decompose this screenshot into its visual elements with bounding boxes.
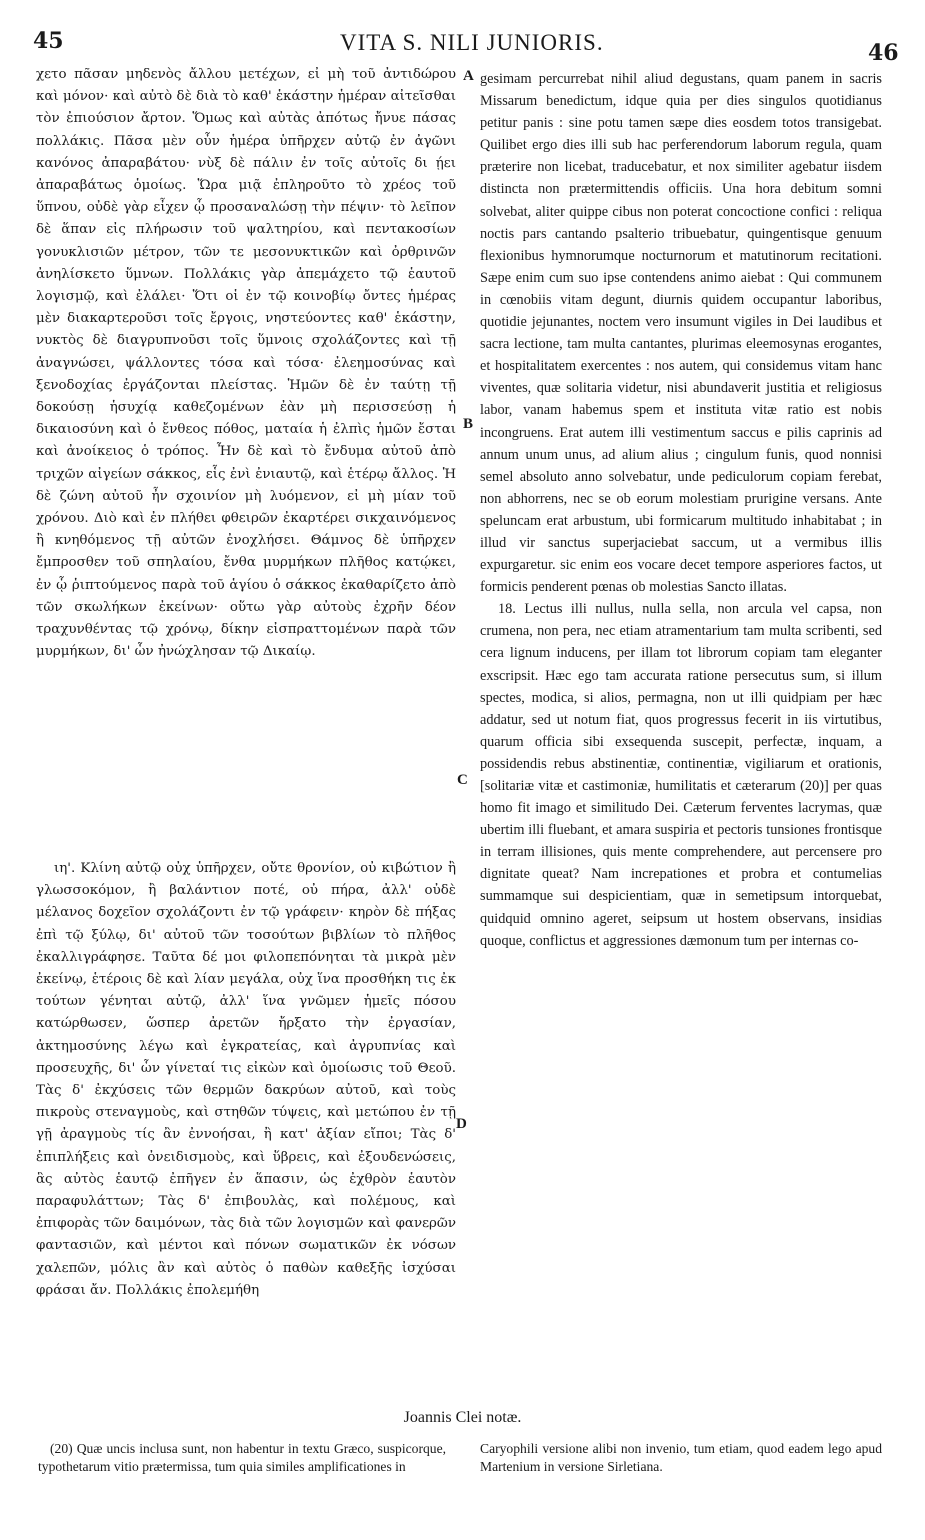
greek-paragraph-1: χετο πᾶσαν μηδενὸς ἄλλου μετέχων, εἰ μὴ τοῦ ἀντιδώρου καὶ μόνον· καὶ αὐτὸ δὲ διὰ τὸ καθ' ἑκάστην ἡμέραν αἰτεῖσθαι τὸν ἐπιούσιον ἄρτον. Ὅμως καὶ αὐτὰς ἀπότως ἤνυε πάσας πολλάκις. Πᾶσα μὲν οὖν ἡμέρα ὑπῆρχεν αὐτῷ ἐν ἀγῶνι κανόνος ἀπαραβάτου· νὺξ δὲ πάλιν ἐν τοῖς αὐτοῖς δι ῄει ἀπαραβάτως ὁμοίως. Ὥρα μιᾷ ἐπληροῦτο τὸ χρέος τοῦ ὕπνου, οὐδὲ γὰρ εἶχεν ᾧ προσαναλώσῃ τὴν πέψιν· τὸ λεῖπον δὲ ἅπαν εἰς πλήρωσιν τοῦ ψαλτηρίου, καὶ πεντακοσίων γονυκλισιῶν μέτρον, τῶν τε μεσονυκτικῶν καὶ ὀρθρινῶν ἀνηλίσκετο ὕμνων. Πολλάκις γὰρ ἀπεμάχετο τῷ ἑαυτοῦ λογισμῷ, καὶ ἐλάλει· Ὅτι οἱ ἐν τῷ κοινοβίῳ ὄντες ἡμέρας μὲν διακαρτεροῦσι τοῖς ἔργοις, νηστεύοντες καθ' ἑκάστην, νυκτὸς δὲ διαγρυπνοῦσι τοῖς ὕμνοις σχολάζοντες καὶ τῇ ἀναγνώσει, ψάλλοντες τόσα καὶ τόσα· ἐλεημοσύνας καὶ ξενοδοχίας ἐργάζονται πλείστας. Ἡμῶν δὲ ἐν ταύτῃ τῇ δοκούσῃ ἡσυχίᾳ καθεζομένων ἐὰν μὴ περισσεύσῃ ἡ δικαιοσύνη καὶ ὁ ἔνθεος πόθος, ματαία ἡ ἐλπὶς ἡμῶν ἔσται καὶ ἀνοίκειος ὁ τρόπος. Ἦν δὲ καὶ τὸ ἔνδυμα αὐτοῦ ἀπὸ τριχῶν αἰγείων σάκκος, εἷς ἐνὶ ἐνιαυτῷ, καὶ ἑτέρῳ ἄλλος. Ἡ δὲ ζώνη αὐτοῦ ἦν σχοινίον μὴ λυόμενον, εἰ μὴ μίαν τοῦ χρόνου. Διὸ καὶ ἐν πλήθει φθειρῶν ἐκαρτέρει σικχαινόμενος ἢ κνηθόμενος τῇ αὐτῶν ἐνοχλήσει. Θάμνος δὲ ὑπῆρχεν ἔμπροσθεν τοῦ σπηλαίου, ἔνθα μυρμήκων πλῆθος κατῴκει, ἐν ᾧ ῥιπτούμενος παρὰ τοῦ ἁγίου ὁ σάκκος ἐκαθαρίζετο ἀπὸ τῶν σκωλήκων ἐκείνων· οὕτω γὰρ αὐτοὺς ἐχρῆν δέον τραχυνθέντας τῷ χρόνῳ, δίκην εἰσπραττομένων παρὰ τῶν μυρμήκων, δι' ὧν ἠνώχλησαν τῷ Δικαίῳ. [36,67,456,660]
margin-marker-a: A [463,68,474,84]
latin-paragraph-2: 18. Lectus illi nullus, nulla sella, non arcula vel capsa, non crumena, non pera, nec etiam atramentarium tam multa scribenti, sed cera lignum inducens, per illam tot librorum copiam tam eleganter exscripsit. Hæc ego tam accurata ratione persecutus sum, si illum spectes, modica, si alios, permagna, non ut illi quidpiam per hæc addatur, sed ut notum fiat, quos progressus fecerit in iis virtutibus, quarum officia sibi exsequenda suscepit, perfectæ, inquam, a possidendis rebus abstinentiæ, continentiæ, vigiliarum et orationis, [solitariæ vitæ et castimoniæ, humilitatis et cæterarum (20)] per quas homo fit imago et similitudo Dei. Cæterum ferventes lacrymas, quæ ubertim illi fluebant, et amara suspiria et pectoris tunsiones frontisque in terram illisiones, quis mente comprehendere, aut percensere pro dignitate queat? Nam increpationes et probra et contumelias summamque sui despicientiam, quæ in semetipsum intorquebat, quidquid omnino ageret, seipsum ut hostem observans, insidias quoque, conflictus et aggressiones dæmonum tum per internas co- [480,601,882,949]
footnote-right: Caryophili versione alibi non invenio, tum etiam, quod eadem lego apud Martenium in versione Sirletiana. [480,1441,882,1474]
page-number-right: 46 [868,40,899,66]
latin-paragraph-1: gesimam percurrebat nihil aliud degustans, quam panem in sacris Missarum benedictum, idque quia per dies singulos quotidianus petitur panis : sine potu tamen sæpe dies eosdem totos transigebat. Quilibet ergo dies illi sub hac perferendorum laborum regula, quam præterire non licebat, traducebatur, et nox similiter agebatur iisdem distincta non prætermittendis officiis. Una hora debitum somni solvebat, aliter quippe cibus non poterat concoctione confici : reliqua noctis pars cantando psalterio tribuebatur, quingentisque genuum flexionibus hymnorumque nocturnorum et matutinorum recitationi. Sæpe enim cum suo ipse contendens animo aiebat : Qui communem in cœnobiis vitam degunt, diurnis quidem occupantur laboribus, quotidie jejunantes, noctem vero insumunt vigiles in Dei laudibus et sacra lectione, tam multa cantantes, plurimas eleemosynas erogantes, et hospitalitatem exercentes : nos autem, qui considemus vitam hanc viventes, quæ solitaria videtur, nisi abundaverit justitia et religiosus labor, vanam habemus spem et instituta vitæ ratio est nobis incongruens. Erat autem illi vestimentum saccus e pilis caprinis ad annum unum unus, ad alium alius ; cingulum funis, quod nonnisi semel absoluto anno solvebatur, unde pediculorum copiam ferebat, non abhorrens, nec se ob eorum molestiam prurigine versans. Ante speluncam erat arbustum, ubi formicarum multitudo inhabitabat ; in illud vir sanctus superjaciebat saccum, ut a vermibus illis expurgaretur. sic enim eos vocare decet tempore asperiores factos, ut formicis penderent pœnas ob molestias Sancto illatas. [480,71,882,596]
greek-paragraph-2: ιη'. Κλίνη αὐτῷ οὐχ ὑπῆρχεν, οὔτε θρονίον, οὐ κιβώτιον ἢ γλωσσοκόμον, ἢ βαλάντιον ποτέ, οὐ πήρα, ἀλλ' οὐδὲ μέλανος δοχεῖον σχολάζοντι ἐν τῷ γράφειν· κηρὸν δὲ πήξας ἐπὶ τῷ ξύλῳ, δι' αὐτοῦ τῶν τοσούτων βιβλίων τὸ πλῆθος ἐκαλλιγράφησε. Ταῦτα δέ μοι φιλοπεπόνηται τὰ μικρὰ μὲν ἐκείνῳ, ἑτέροις δὲ καὶ λίαν μεγάλα, οὐχ ἵνα προσθήκη τις ἐκ τούτων γένηται αὐτῷ, ἀλλ' ἵνα γνῶμεν ἡμεῖς πόσου κατώρθωσεν, ὥσπερ ἀρετῶν ἤρξατο τὴν ἐργασίαν, ἀκτημοσύνης λέγω καὶ ἐγκρατείας, καὶ ἀγρυπνίας καὶ προσευχῆς, δι' ὧν γίνεταί τις εἰκὼν καὶ ὁμοίωσις τοῦ Θεοῦ. Τὰς δ' ἐκχύσεις τῶν θερμῶν δακρύων αὐτοῦ, καὶ τοὺς πικροὺς στεναγμοὺς, καὶ στηθῶν τύψεις, καὶ μετώπου ἐν τῇ γῇ ἀραγμοὺς τίς ἂν ἐννοήσαι, ἢ κατ' ἀξίαν εἴποι; Τὰς δ' ἐπιπλήξεις καὶ ὀνειδισμοὺς, καὶ ὕβρεις, καὶ ἐξουδενώσεις, ἃς αὐτὸς ἑαυτῷ ἐπῆγεν ἐν ἅπασιν, ὡς ἐχθρὸν ἑαυτὸν παραφυλάττων; Τὰς δ' ἐπιβουλὰς, καὶ πολέμους, καὶ ἐπιφορὰς τῶν δαιμόνων, τὰς διὰ τῶν λογισμῶν καὶ φανερῶν φαντασιῶν, καὶ μέντοι καὶ πόνων σωματικῶν ἐκ νόσων χαλεπῶν, μόλις ἂν καὶ αὐτὸς ὁ παθὼν καθεξῆς ἰσχύσαι φράσαι ἄν. Πολλάκις ἐπολεμήθη [36,861,456,1298]
latin-column [480,68,882,952]
greek-column-top [36,64,456,663]
page-number-left: 45 [33,28,64,54]
notes-heading: Joannis Clei notæ. [403,1409,522,1426]
margin-marker-d: D [456,1116,467,1132]
margin-marker-b: B [463,416,474,432]
margin-marker-c: C [457,772,468,788]
running-title: VITA S. NILI JUNIORIS. [340,30,604,55]
greek-column-bottom [36,858,456,1302]
footnote-left: (20) Quæ uncis inclusa sunt, non habentur in textu Græco, suspicorque, typothetarum vitio prætermissa, tum quia similes amplificationes in [38,1441,446,1474]
